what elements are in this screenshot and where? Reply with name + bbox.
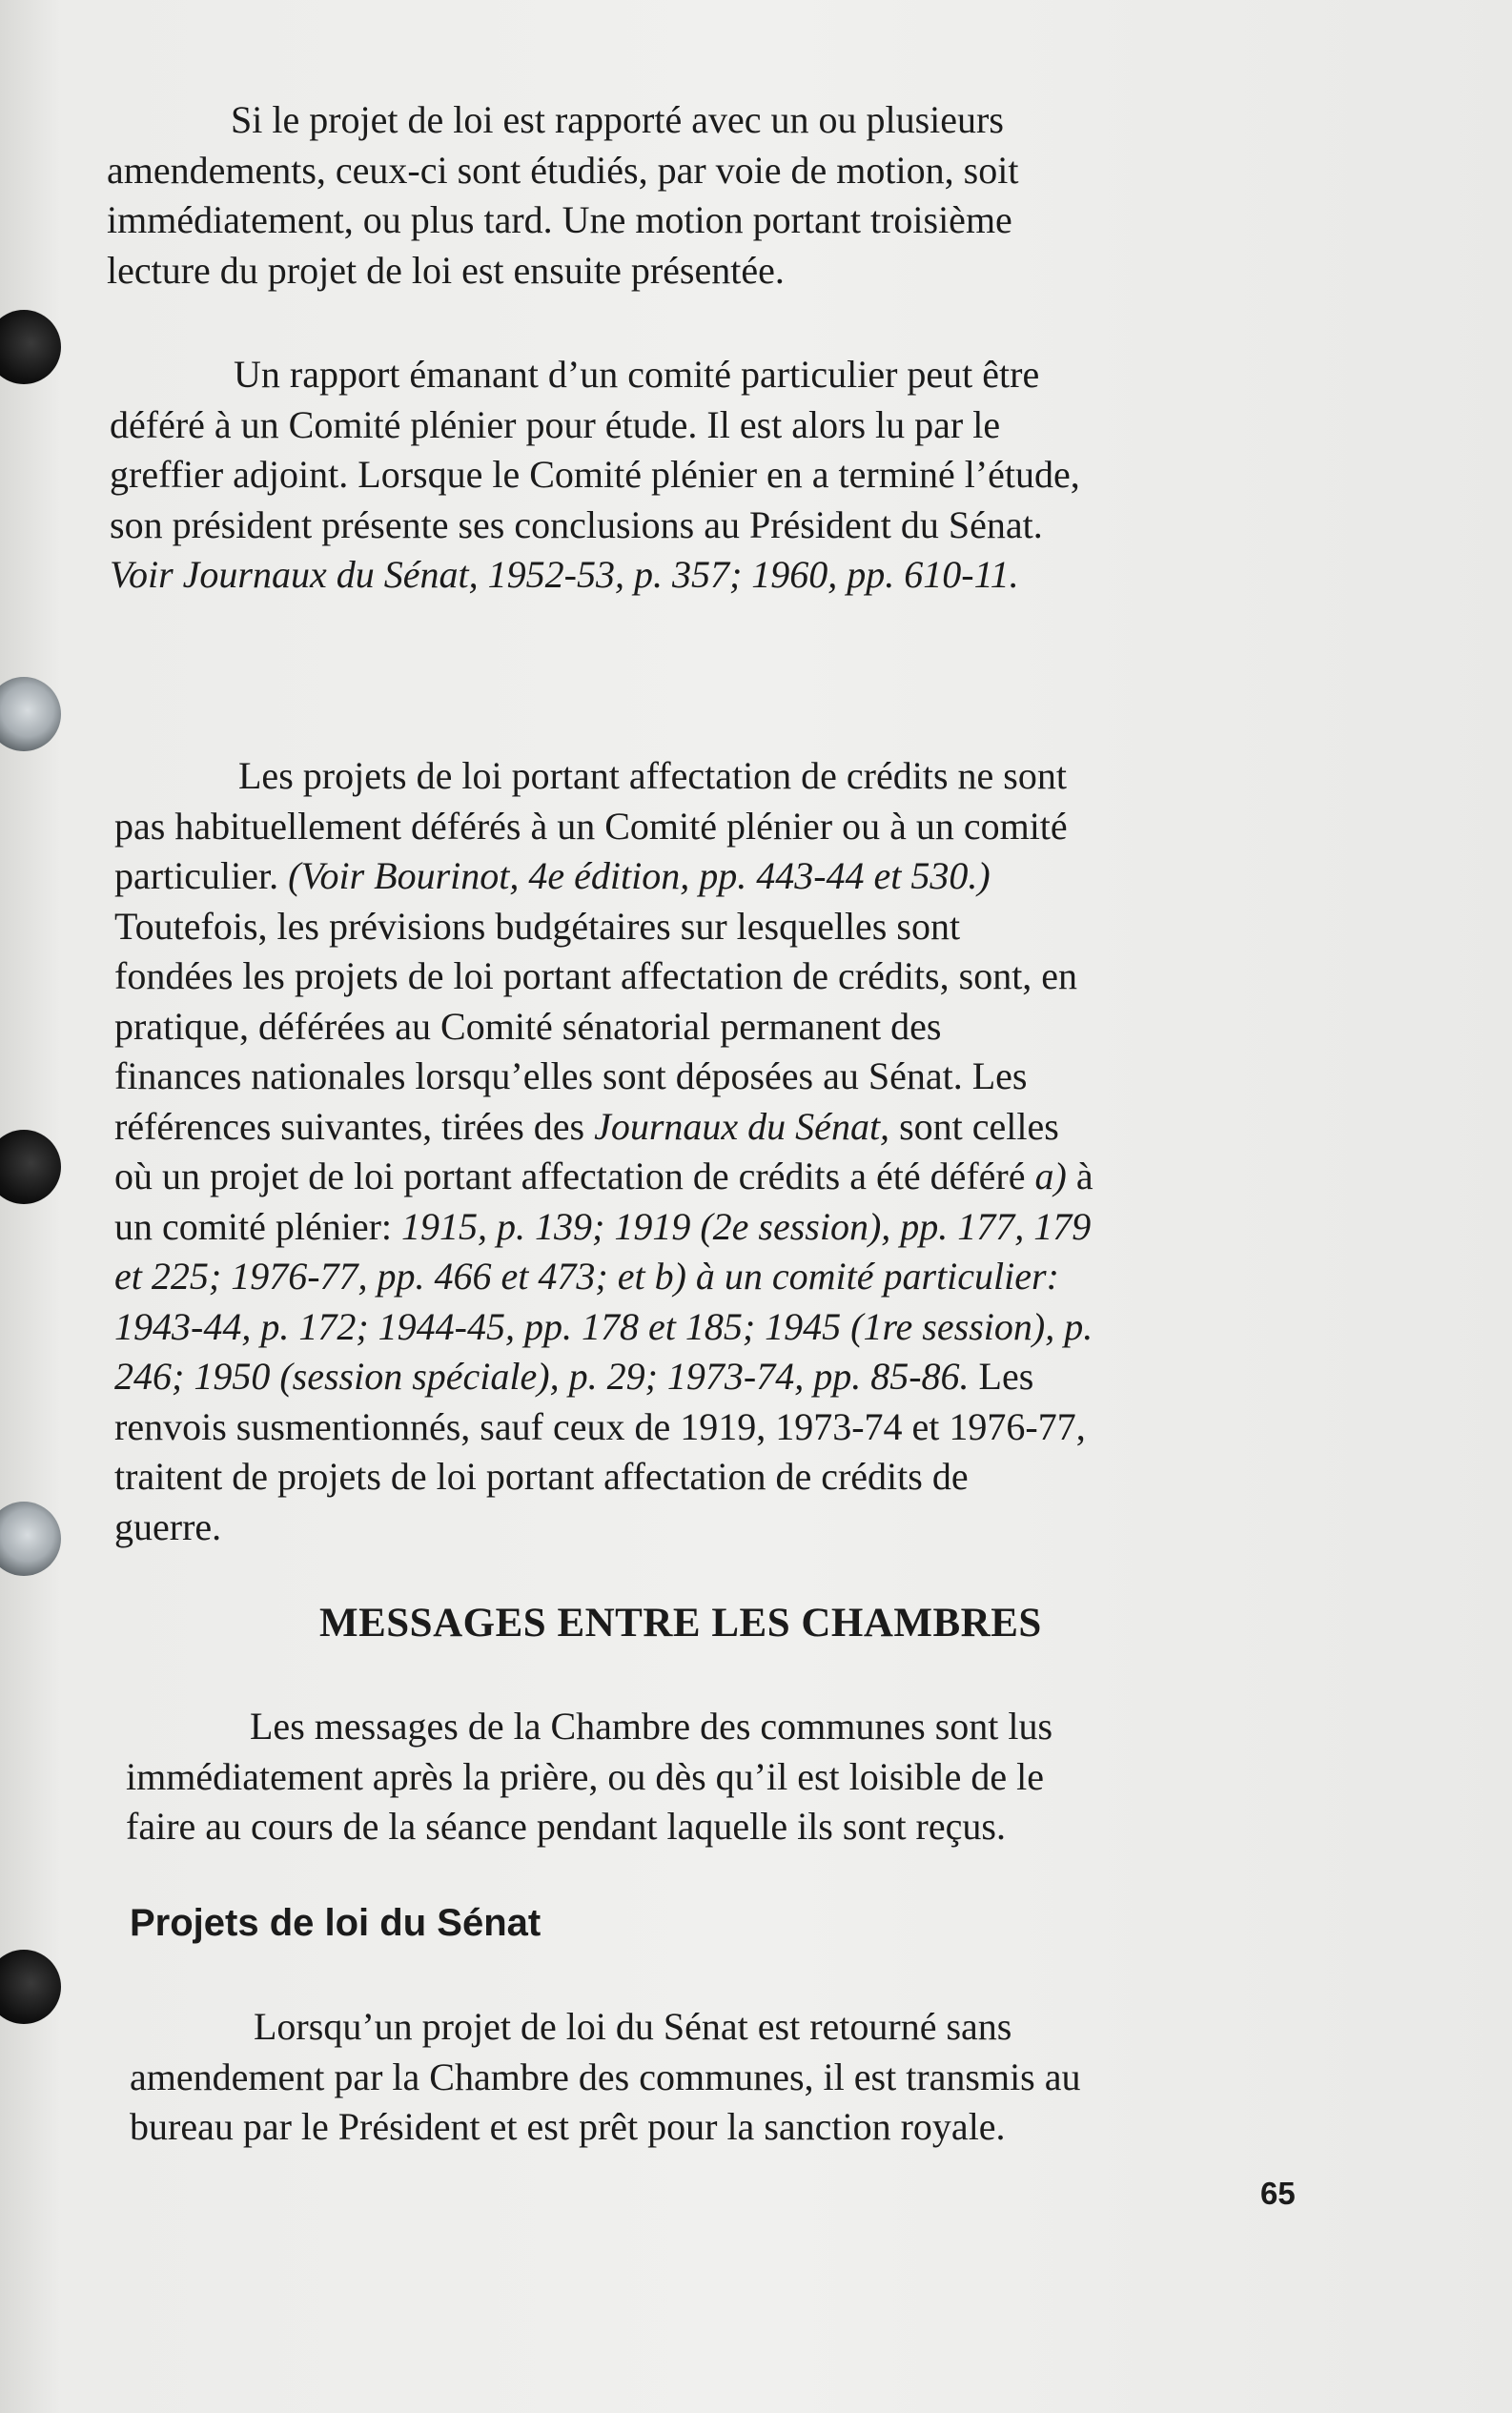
text-line: traitent de projets de loi portant affectation de crédits de xyxy=(114,1455,969,1498)
text-line: finances nationales lorsqu’elles sont déposées au Sénat. Les xyxy=(114,1054,1028,1097)
citation: Voir Journaux du Sénat, 1952-53, p. 357; 1960, pp. 610-11. xyxy=(110,553,1019,596)
punch-hole-3 xyxy=(0,1130,61,1204)
text-line: Si le projet de loi est rapporté avec un ou plusieurs xyxy=(231,98,1004,141)
text-line: guerre. xyxy=(114,1504,222,1548)
paragraph-amendments xyxy=(107,95,1316,296)
punch-hole-1 xyxy=(0,310,61,384)
text-line: à xyxy=(1075,1155,1093,1197)
citation: (Voir Bourinot, 4e édition, pp. 443-44 et 530.) xyxy=(288,854,991,897)
paragraph-supply-bills xyxy=(114,751,1320,1552)
subsection-heading: Projets de loi du Sénat xyxy=(130,1902,541,1944)
citation: Journaux du Sénat, xyxy=(594,1104,890,1148)
text-line: déféré à un Comité plénier pour étude. Il est alors lu par le xyxy=(110,402,1001,446)
text-line: son président présente ses conclusions au Président du Sénat. xyxy=(110,502,1043,546)
citation: a) xyxy=(1034,1155,1067,1197)
text-line: particulier. xyxy=(114,854,279,897)
text-line: où un projet de loi portant affectation de crédits a été déféré xyxy=(114,1155,1026,1197)
text-line: Les projets de loi portant affectation de crédits ne sont xyxy=(238,754,1067,797)
citation: et 225; 1976-77, pp. 466 et 473; et b) à un comité particulier: xyxy=(114,1255,1059,1298)
text-line: fondées les projets de loi portant affectation de crédits, sont, en xyxy=(114,954,1078,997)
citation: 1915, p. 139; 1919 (2e session), pp. 177, 179 xyxy=(401,1204,1092,1248)
text-line: Toutefois, les prévisions budgétaires sur lesquelles sont xyxy=(114,904,961,948)
text-line: pas habituellement déférés à un Comité plénier ou à un comité xyxy=(114,804,1068,848)
text-line: Les xyxy=(978,1355,1034,1398)
punch-hole-2 xyxy=(0,677,61,751)
text-line: références suivantes, tirées des xyxy=(114,1104,585,1148)
paragraph-senate-bills xyxy=(130,2002,1327,2153)
paragraph-messages xyxy=(126,1702,1327,1852)
text-line: renvois susmentionnés, sauf ceux de 1919, 1973-74 et 1976-77, xyxy=(114,1404,1086,1448)
text-line: Les messages de la Chambre des communes sont lus xyxy=(250,1705,1053,1748)
punch-hole-4 xyxy=(0,1502,61,1576)
text-line: un comité plénier: xyxy=(114,1204,393,1248)
text-line: Un rapport émanant d’un comité particulier peut être xyxy=(234,353,1040,396)
text-line: bureau par le Président et est prêt pour la sanction royale. xyxy=(130,2105,1006,2148)
citation: 246; 1950 (session spéciale), p. 29; 1973-74, pp. 85-86. xyxy=(114,1355,970,1398)
text-line: sont celles xyxy=(899,1104,1059,1148)
citation: 1943-44, p. 172; 1944-45, pp. 178 et 185; 1945 (1re session), p. xyxy=(114,1304,1093,1348)
paragraph-committee-report xyxy=(110,350,1318,601)
punch-hole-5 xyxy=(0,1950,61,2024)
text-line: immédiatement après la prière, ou dès qu’il est loisible de le xyxy=(126,1754,1045,1798)
text-line: lecture du projet de loi est ensuite présentée. xyxy=(107,248,785,292)
text-line: pratique, déférées au Comité sénatorial permanent des xyxy=(114,1004,942,1048)
text-line: immédiatement, ou plus tard. Une motion portant troisième xyxy=(107,198,1012,241)
section-heading: MESSAGES ENTRE LES CHAMBRES xyxy=(319,1601,1042,1646)
text-line: faire au cours de la séance pendant laquelle ils sont reçus. xyxy=(126,1805,1006,1848)
page-number: 65 xyxy=(1260,2176,1296,2211)
text-line: Lorsqu’un projet de loi du Sénat est retourné sans xyxy=(254,2005,1012,2048)
text-line: greffier adjoint. Lorsque le Comité plénier en a terminé l’étude, xyxy=(110,453,1080,496)
text-line: amendement par la Chambre des communes, il est transmis au xyxy=(130,2055,1081,2098)
text-line: amendements, ceux-ci sont étudiés, par voie de motion, soit xyxy=(107,148,1019,192)
